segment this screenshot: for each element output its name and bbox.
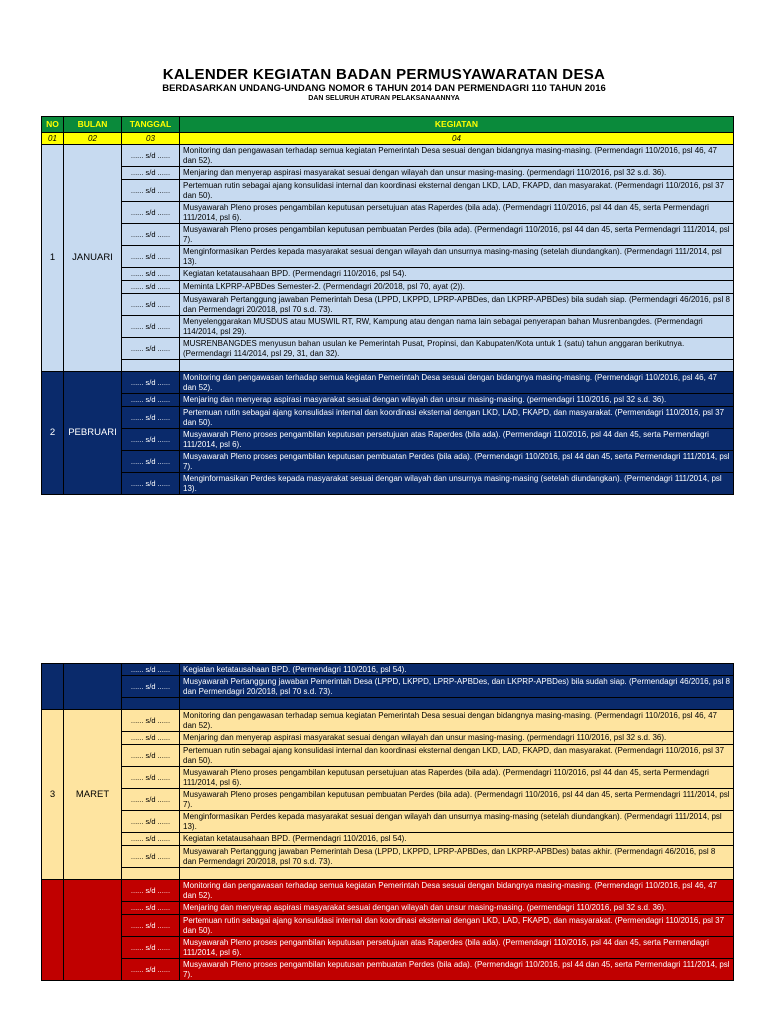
month-name xyxy=(64,880,122,981)
activity-row xyxy=(42,407,734,429)
activity-cell: Musyawarah Pleno proses pengambilan keputusan pembuatan Perdes (bila ada). (Permendagri 110/2016, psl 44 dan 45, serta Permendagri 111/2014, psl 7). xyxy=(180,789,734,811)
activity-cell: Musyawarah Pertanggung jawaban Pemerintah Desa (LPPD, LKPPD, LPRP-APBDes, dan LKPRP-APBDes) bila sudah siap. (Permendagri 46/2016, psl 8 dan Permendagri 20/2018, psl 70 s.d. 73). xyxy=(180,294,734,316)
activity-row xyxy=(42,167,734,180)
activity-cell: Musyawarah Pleno proses pengambilan keputusan pembuatan Perdes (bila ada). (Permendagri 110/2016, psl 44 dan 45, serta Permendagri 111/2014, psl 7). xyxy=(180,451,734,473)
blank-row xyxy=(42,360,734,372)
document-header xyxy=(0,66,768,104)
activity-cell: Kegiatan ketatausahaan BPD. (Permendagri 110/2016, psl 54). xyxy=(180,268,734,281)
tanggal-cell[interactable]: ...... s/d ...... xyxy=(122,316,180,338)
activity-row xyxy=(42,880,734,902)
activity-cell: Musyawarah Pleno proses pengambilan keputusan persetujuan atas Raperdes (bila ada). (Permendagri 110/2016, psl 44 dan 45, serta Permendagri 111/2014, psl 6). xyxy=(180,767,734,789)
column-code-row xyxy=(42,133,734,145)
activity-cell: Menjaring dan menyerap aspirasi masyarakat sesuai dengan wilayah dan unsur masing-masing. (permendagri 110/2016, psl 32 s.d. 36). xyxy=(180,167,734,180)
activity-row xyxy=(42,202,734,224)
month-number: 2 xyxy=(42,372,64,495)
activity-cell: Pertemuan rutin sebagai ajang konsulidasi internal dan koordinasi eksternal dengan LKD, LAD, FKAPD, dan masyarakat. (Permendagri 110/2016, psl 37 dan 50). xyxy=(180,180,734,202)
month-number xyxy=(42,880,64,981)
activity-row xyxy=(42,767,734,789)
activity-row xyxy=(42,902,734,915)
activity-row xyxy=(42,915,734,937)
activity-row xyxy=(42,372,734,394)
activity-cell: Menjaring dan menyerap aspirasi masyarakat sesuai dengan wilayah dan unsur masing-masing. (permendagri 110/2016, psl 32 s.d. 36). xyxy=(180,902,734,915)
activity-cell: MUSRENBANGDES menyusun bahan usulan ke Pemerintah Pusat, Propinsi, dan Kabupaten/Kota untuk 1 (satu) tahun anggaran berikutnya. (Permendagri 114/2014, psl 29, 31, dan 32). xyxy=(180,338,734,360)
activity-row xyxy=(42,429,734,451)
col-code-no: 01 xyxy=(42,133,64,145)
month-name: JANUARI xyxy=(64,145,122,372)
tanggal-cell[interactable]: ...... s/d ...... xyxy=(122,224,180,246)
activity-row xyxy=(42,281,734,294)
tanggal-cell[interactable]: ...... s/d ...... xyxy=(122,880,180,902)
col-code-tanggal: 03 xyxy=(122,133,180,145)
page-subtitle: BERDASARKAN UNDANG-UNDANG NOMOR 6 TAHUN 2014 DAN PERMENDAGRI 110 TAHUN 2016 xyxy=(162,83,606,94)
activity-row xyxy=(42,745,734,767)
page-subtitle-2: DAN SELURUH ATURAN PELAKSANAANNYA xyxy=(308,95,460,102)
activity-cell: Pertemuan rutin sebagai ajang konsulidasi internal dan koordinasi eksternal dengan LKD, LAD, FKAPD, dan masyarakat. (Permendagri 110/2016, psl 37 dan 50). xyxy=(180,915,734,937)
col-header-no: NO xyxy=(42,117,64,133)
blank-activity-cell xyxy=(180,698,734,710)
tanggal-cell[interactable]: ...... s/d ...... xyxy=(122,372,180,394)
tanggal-cell[interactable]: ...... s/d ...... xyxy=(122,180,180,202)
activity-cell: Monitoring dan pengawasan terhadap semua kegiatan Pemerintah Desa sesuai dengan bidangnya masing-masing. (Permendagri 110/2016, psl 46, 47 dan 52). xyxy=(180,145,734,167)
blank-activity-cell xyxy=(180,360,734,372)
col-code-kegiatan: 04 xyxy=(180,133,734,145)
month-name: MARET xyxy=(64,710,122,880)
col-header-bulan: BULAN xyxy=(64,117,122,133)
tanggal-cell[interactable]: ...... s/d ...... xyxy=(122,710,180,732)
table-header-row xyxy=(42,117,734,133)
tanggal-cell[interactable]: ...... s/d ...... xyxy=(122,745,180,767)
activity-cell: Monitoring dan pengawasan terhadap semua kegiatan Pemerintah Desa sesuai dengan bidangnya masing-masing. (Permendagri 110/2016, psl 46, 47 dan 52). xyxy=(180,372,734,394)
activity-row xyxy=(42,180,734,202)
tanggal-cell[interactable]: ...... s/d ...... xyxy=(122,833,180,846)
activity-cell: Menginformasikan Perdes kepada masyarakat sesuai dengan wilayah dan unsurnya masing-masing (setelah diundangkan). (Permendagri 111/2014, psl 13). xyxy=(180,811,734,833)
tanggal-cell[interactable]: ...... s/d ...... xyxy=(122,451,180,473)
tanggal-cell[interactable]: ...... s/d ...... xyxy=(122,902,180,915)
activity-row xyxy=(42,789,734,811)
activity-cell: Pertemuan rutin sebagai ajang konsulidasi internal dan koordinasi eksternal dengan LKD, LAD, FKAPD, dan masyarakat. (Permendagri 110/2016, psl 37 dan 50). xyxy=(180,407,734,429)
col-header-kegiatan: KEGIATAN xyxy=(180,117,734,133)
activity-cell: Kegiatan ketatausahaan BPD. (Permendagri 110/2016, psl 54). xyxy=(180,833,734,846)
page-title: KALENDER KEGIATAN BADAN PERMUSYAWARATAN DESA xyxy=(162,66,606,83)
activity-cell: Meminta LKPRP-APBDes Semester-2. (Permendagri 20/2018, psl 70, ayat (2)). xyxy=(180,281,734,294)
activity-row xyxy=(42,833,734,846)
activity-cell: Monitoring dan pengawasan terhadap semua kegiatan Pemerintah Desa sesuai dengan bidangnya masing-masing. (Permendagri 110/2016, psl 46, 47 dan 52). xyxy=(180,710,734,732)
activity-row xyxy=(42,937,734,959)
month-number: 1 xyxy=(42,145,64,372)
blank-tanggal-cell xyxy=(122,360,180,372)
activity-cell: Musyawarah Pleno proses pengambilan keputusan persetujuan atas Raperdes (bila ada). (Permendagri 110/2016, psl 44 dan 45, serta Permendagri 111/2014, psl 6). xyxy=(180,937,734,959)
col-code-bulan: 02 xyxy=(64,133,122,145)
activity-cell: Musyawarah Pertanggung jawaban Pemerintah Desa (LPPD, LKPPD, LPRP-APBDes, dan LKPRP-APBDes) batas akhir. (Permendagri 46/2016, psl 8 dan Permendagri 20/2018, psl 70 s.d. 73). xyxy=(180,846,734,868)
activity-cell: Menjaring dan menyerap aspirasi masyarakat sesuai dengan wilayah dan unsur masing-masing. (permendagri 110/2016, psl 32 s.d. 36). xyxy=(180,732,734,745)
activity-row xyxy=(42,846,734,868)
month-number: 3 xyxy=(42,710,64,880)
tanggal-cell[interactable]: ...... s/d ...... xyxy=(122,145,180,167)
blank-tanggal-cell xyxy=(122,698,180,710)
tanggal-cell[interactable]: ...... s/d ...... xyxy=(122,937,180,959)
tanggal-cell[interactable]: ...... s/d ...... xyxy=(122,246,180,268)
calendar-table-page-1 xyxy=(41,116,734,495)
activity-row xyxy=(42,224,734,246)
activity-row xyxy=(42,268,734,281)
tanggal-cell[interactable]: ...... s/d ...... xyxy=(122,281,180,294)
activity-row xyxy=(42,710,734,732)
activity-row xyxy=(42,316,734,338)
blank-row xyxy=(42,698,734,710)
activity-row xyxy=(42,294,734,316)
blank-tanggal-cell xyxy=(122,868,180,880)
tanggal-cell[interactable]: ...... s/d ...... xyxy=(122,915,180,937)
activity-cell: Kegiatan ketatausahaan BPD. (Permendagri 110/2016, psl 54). xyxy=(180,664,734,676)
tanggal-cell[interactable]: ...... s/d ...... xyxy=(122,664,180,676)
tanggal-cell[interactable]: ...... s/d ...... xyxy=(122,429,180,451)
tanggal-cell[interactable]: ...... s/d ...... xyxy=(122,268,180,281)
activity-row xyxy=(42,676,734,698)
tanggal-cell[interactable]: ...... s/d ...... xyxy=(122,338,180,360)
blank-row xyxy=(42,868,734,880)
activity-cell: Pertemuan rutin sebagai ajang konsulidasi internal dan koordinasi eksternal dengan LKD, LAD, FKAPD, dan masyarakat. (Permendagri 110/2016, psl 37 dan 50). xyxy=(180,745,734,767)
col-header-tanggal: TANGGAL xyxy=(122,117,180,133)
activity-cell: Menginformasikan Perdes kepada masyarakat sesuai dengan wilayah dan unsurnya masing-masing (setelah diundangkan). (Permendagri 111/2014, psl 13). xyxy=(180,246,734,268)
activity-cell: Musyawarah Pleno proses pengambilan keputusan persetujuan atas Raperdes (bila ada). (Permendagri 110/2016, psl 44 dan 45, serta Permendagri 111/2014, psl 6). xyxy=(180,429,734,451)
tanggal-cell[interactable]: ...... s/d ...... xyxy=(122,959,180,981)
activity-row xyxy=(42,473,734,495)
tanggal-cell[interactable]: ...... s/d ...... xyxy=(122,811,180,833)
activity-row xyxy=(42,451,734,473)
tanggal-cell[interactable]: ...... s/d ...... xyxy=(122,294,180,316)
activity-cell: Menjaring dan menyerap aspirasi masyarakat sesuai dengan wilayah dan unsur masing-masing. (permendagri 110/2016, psl 32 s.d. 36). xyxy=(180,394,734,407)
month-name xyxy=(64,664,122,710)
tanggal-cell[interactable]: ...... s/d ...... xyxy=(122,407,180,429)
tanggal-cell[interactable]: ...... s/d ...... xyxy=(122,394,180,407)
activity-cell: Menyelenggarakan MUSDUS atau MUSWIL RT, RW, Kampung atau dengan nama lain sebagai penyerapan bahan Musrenbangdes. (Permendagri 114/2014, psl 29). xyxy=(180,316,734,338)
activity-row xyxy=(42,732,734,745)
activity-cell: Musyawarah Pertanggung jawaban Pemerintah Desa (LPPD, LKPPD, LPRP-APBDes, dan LKPRP-APBDes) bila sudah siap. (Permendagri 46/2016, psl 8 dan Permendagri 20/2018, psl 70 s.d. 73). xyxy=(180,676,734,698)
activity-cell: Musyawarah Pleno proses pengambilan keputusan persetujuan atas Raperdes (bila ada). (Permendagri 110/2016, psl 44 dan 45, serta Permendagri 111/2014, psl 6). xyxy=(180,202,734,224)
activity-cell: Monitoring dan pengawasan terhadap semua kegiatan Pemerintah Desa sesuai dengan bidangnya masing-masing. (Permendagri 110/2016, psl 46, 47 dan 52). xyxy=(180,880,734,902)
activity-row xyxy=(42,145,734,167)
activity-row xyxy=(42,338,734,360)
activity-row xyxy=(42,959,734,981)
tanggal-cell[interactable]: ...... s/d ...... xyxy=(122,202,180,224)
month-name: PEBRUARI xyxy=(64,372,122,495)
activity-cell: Musyawarah Pleno proses pengambilan keputusan pembuatan Perdes (bila ada). (Permendagri 110/2016, psl 44 dan 45, serta Permendagri 111/2014, psl 7). xyxy=(180,224,734,246)
blank-activity-cell xyxy=(180,868,734,880)
month-number xyxy=(42,664,64,710)
tanggal-cell[interactable]: ...... s/d ...... xyxy=(122,789,180,811)
calendar-table-page-2 xyxy=(41,663,734,981)
activity-row xyxy=(42,664,734,676)
tanggal-cell[interactable]: ...... s/d ...... xyxy=(122,846,180,868)
tanggal-cell[interactable]: ...... s/d ...... xyxy=(122,767,180,789)
tanggal-cell[interactable]: ...... s/d ...... xyxy=(122,732,180,745)
activity-cell: Menginformasikan Perdes kepada masyarakat sesuai dengan wilayah dan unsurnya masing-masing (setelah diundangkan). (Permendagri 111/2014, psl 13). xyxy=(180,473,734,495)
tanggal-cell[interactable]: ...... s/d ...... xyxy=(122,167,180,180)
tanggal-cell[interactable]: ...... s/d ...... xyxy=(122,676,180,698)
activity-row xyxy=(42,811,734,833)
activity-row xyxy=(42,394,734,407)
tanggal-cell[interactable]: ...... s/d ...... xyxy=(122,473,180,495)
activity-cell: Musyawarah Pleno proses pengambilan keputusan pembuatan Perdes (bila ada). (Permendagri 110/2016, psl 44 dan 45, serta Permendagri 111/2014, psl 7). xyxy=(180,959,734,981)
activity-row xyxy=(42,246,734,268)
